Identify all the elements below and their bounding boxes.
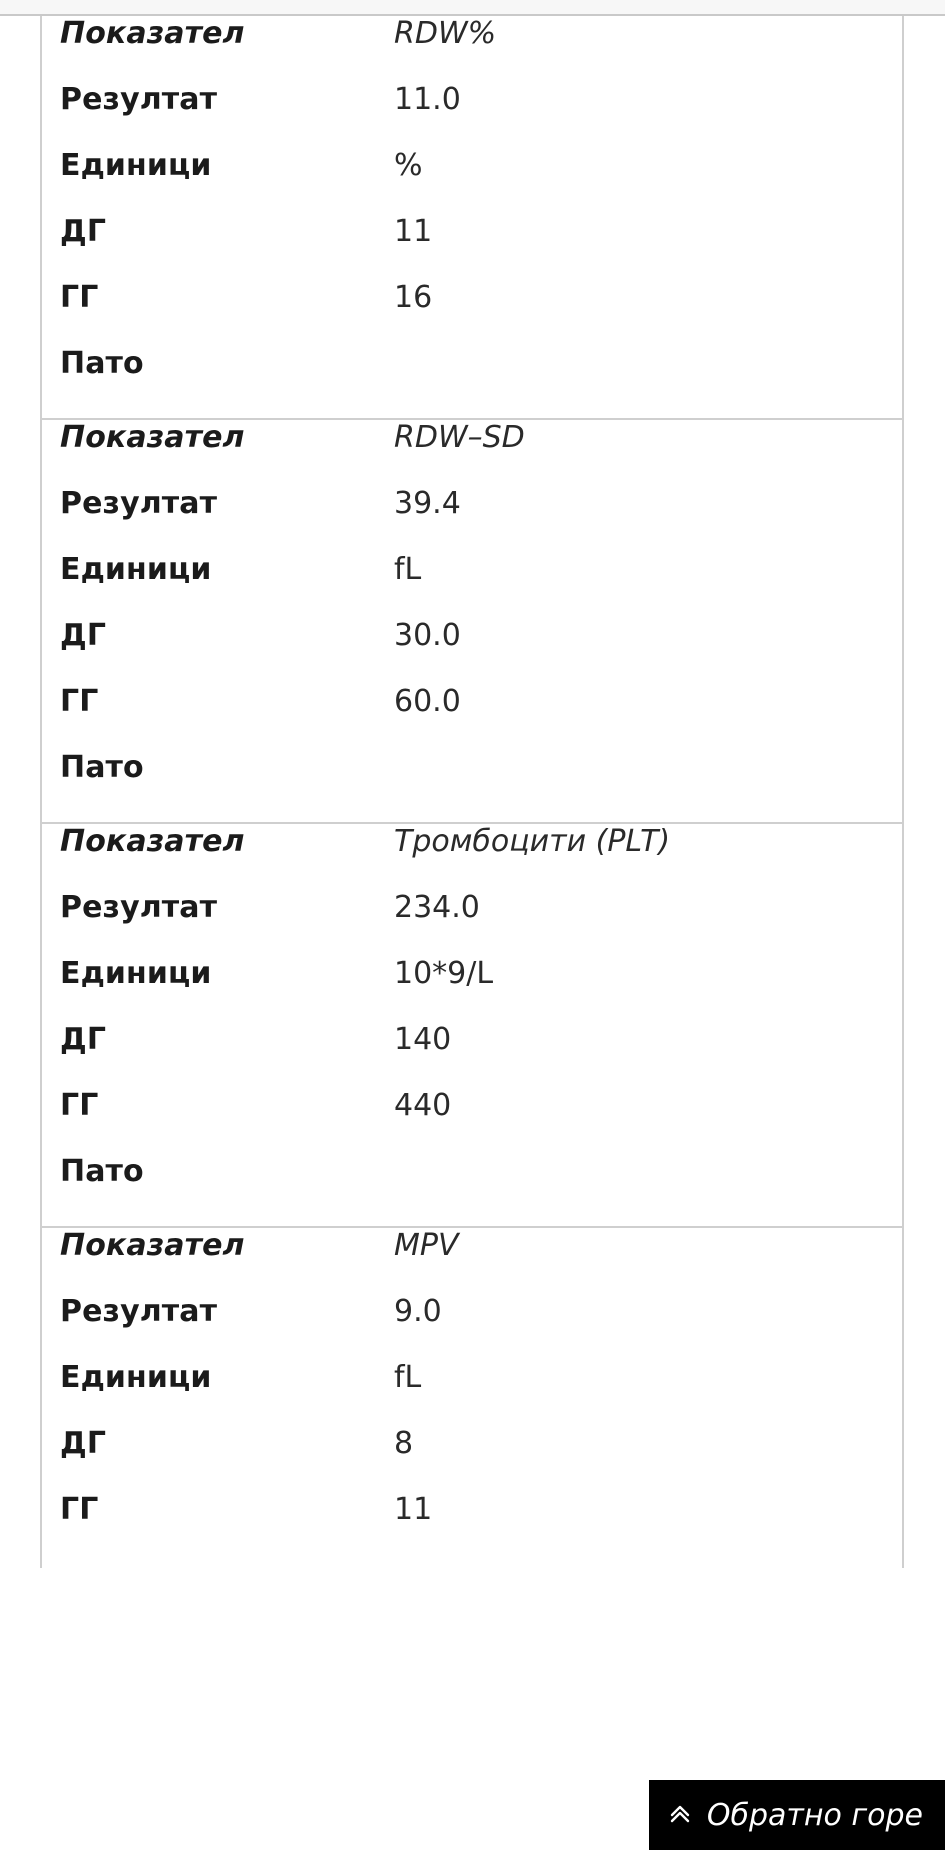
table-row xyxy=(42,618,902,684)
analyte-name: RDW% xyxy=(394,16,497,51)
row-label-name: Показател xyxy=(60,1228,245,1263)
table-row xyxy=(42,280,902,346)
table-row xyxy=(42,750,902,812)
row-label-low: ДГ xyxy=(60,1022,107,1057)
row-label-patho: Пато xyxy=(60,346,144,381)
analyte-result: 234.0 xyxy=(394,890,480,925)
table-row xyxy=(42,1426,902,1492)
analyte-high: 440 xyxy=(394,1088,452,1123)
analyte-low: 8 xyxy=(394,1426,414,1461)
lab-result-card xyxy=(40,1226,904,1568)
table-row xyxy=(42,1154,902,1216)
row-label-high: ГГ xyxy=(60,684,99,719)
table-row xyxy=(42,346,902,408)
row-label-result: Резултат xyxy=(60,1294,218,1329)
analyte-name: MPV xyxy=(394,1228,459,1263)
row-label-low: ДГ xyxy=(60,618,107,653)
analyte-result: 39.4 xyxy=(394,486,461,521)
row-label-units: Единици xyxy=(60,148,212,183)
lab-result-card xyxy=(40,16,904,418)
table-row xyxy=(42,552,902,618)
row-label-units: Единици xyxy=(60,1360,212,1395)
back-to-top-button[interactable] xyxy=(649,1780,945,1850)
analyte-result: 9.0 xyxy=(394,1294,442,1329)
analyte-high: 16 xyxy=(394,280,433,315)
table-row xyxy=(42,486,902,552)
table-row xyxy=(42,890,902,956)
table-row xyxy=(42,1294,902,1360)
back-to-top-label: Обратно горе xyxy=(706,1797,923,1833)
page-top-strip xyxy=(0,0,945,16)
analyte-name: RDW–SD xyxy=(394,420,525,455)
table-row xyxy=(42,1228,902,1294)
table-row xyxy=(42,1088,902,1154)
row-label-result: Резултат xyxy=(60,82,218,117)
table-row xyxy=(42,82,902,148)
lab-result-card xyxy=(40,418,904,822)
row-label-name: Показател xyxy=(60,824,245,859)
row-label-result: Резултат xyxy=(60,486,218,521)
table-row xyxy=(42,1022,902,1088)
analyte-units: fL xyxy=(394,1360,422,1395)
lab-result-card xyxy=(40,822,904,1226)
table-row xyxy=(42,684,902,750)
row-label-name: Показател xyxy=(60,420,245,455)
row-label-result: Резултат xyxy=(60,890,218,925)
analyte-high: 11 xyxy=(394,1492,433,1527)
row-label-units: Единици xyxy=(60,956,212,991)
row-label-units: Единици xyxy=(60,552,212,587)
analyte-name: Тромбоцити (PLT) xyxy=(394,824,671,859)
table-row xyxy=(42,824,902,890)
row-label-patho: Пато xyxy=(60,1154,144,1189)
table-row xyxy=(42,148,902,214)
table-row xyxy=(42,16,902,82)
analyte-units: % xyxy=(394,148,423,183)
row-label-low: ДГ xyxy=(60,1426,107,1461)
row-label-high: ГГ xyxy=(60,1088,99,1123)
analyte-units: 10*9/L xyxy=(394,956,494,991)
table-row xyxy=(42,1492,902,1558)
analyte-result: 11.0 xyxy=(394,82,461,117)
analyte-high: 60.0 xyxy=(394,684,461,719)
chevron-up-icon xyxy=(667,1801,693,1832)
analyte-low: 11 xyxy=(394,214,433,249)
row-label-low: ДГ xyxy=(60,214,107,249)
table-row xyxy=(42,1360,902,1426)
table-row xyxy=(42,420,902,486)
analyte-low: 140 xyxy=(394,1022,452,1057)
table-row xyxy=(42,214,902,280)
row-label-name: Показател xyxy=(60,16,245,51)
table-row xyxy=(42,956,902,1022)
lab-results-list xyxy=(40,16,904,1568)
row-label-patho: Пато xyxy=(60,750,144,785)
analyte-low: 30.0 xyxy=(394,618,461,653)
row-label-high: ГГ xyxy=(60,280,99,315)
analyte-units: fL xyxy=(394,552,422,587)
row-label-high: ГГ xyxy=(60,1492,99,1527)
